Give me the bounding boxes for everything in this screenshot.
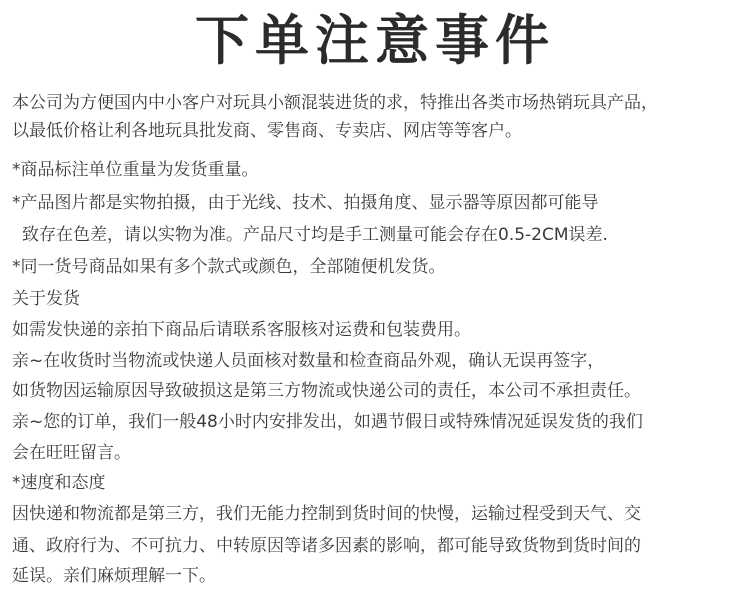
speed-line: 延误。亲们麻烦理解一下。 xyxy=(12,566,216,586)
shipping-line: 亲~在收货时当物流或快递人员面核对数量和检查商品外观，确认无误再签字， xyxy=(12,351,605,371)
intro-line: 本公司为方便国内中小客户对玩具小额混装进货的求，特推出各类市场热销玩具产品， xyxy=(12,93,658,113)
shipping-line: 亲~您的订单，我们一般48小时内安排发出，如遇节假日或特殊情况延误发货的我们 xyxy=(12,412,643,432)
shipping-line: 会在旺旺留言。 xyxy=(12,443,131,463)
intro-line: 以最低价格让利各地玩具批发商、零售商、专卖店、网店等等客户。 xyxy=(12,121,522,141)
note-line: 致存在色差，请以实物为准。产品尺寸均是手工测量可能会存在0.5-2CM误差. xyxy=(22,225,608,245)
speed-line: 通、政府行为、不可抗力、中转原因等诸多因素的影响，都可能导致货物到货时间的 xyxy=(12,536,641,556)
page-title: 下单注意事件 xyxy=(195,9,555,72)
note-line: *同一货号商品如果有多个款式或颜色，全部随便机发货。 xyxy=(12,257,446,277)
speed-line: 因快递和物流都是第三方，我们无能力控制到货时间的快慢，运输过程受到天气、交 xyxy=(12,504,641,524)
shipping-line: 如货物因运输原因导致破损这是第三方物流或快递公司的责任，本公司不承担责任。 xyxy=(12,381,641,401)
shipping-heading: 关于发货 xyxy=(12,289,80,309)
note-line: *产品图片都是实物拍摄，由于光线、技术、拍摄角度、显示器等原因都可能导 xyxy=(12,193,599,213)
speed-heading: *速度和态度 xyxy=(12,473,106,493)
note-line: *商品标注单位重量为发货重量。 xyxy=(12,160,259,180)
shipping-line: 如需发快递的亲拍下商品后请联系客服核对运费和包装费用。 xyxy=(12,320,471,340)
